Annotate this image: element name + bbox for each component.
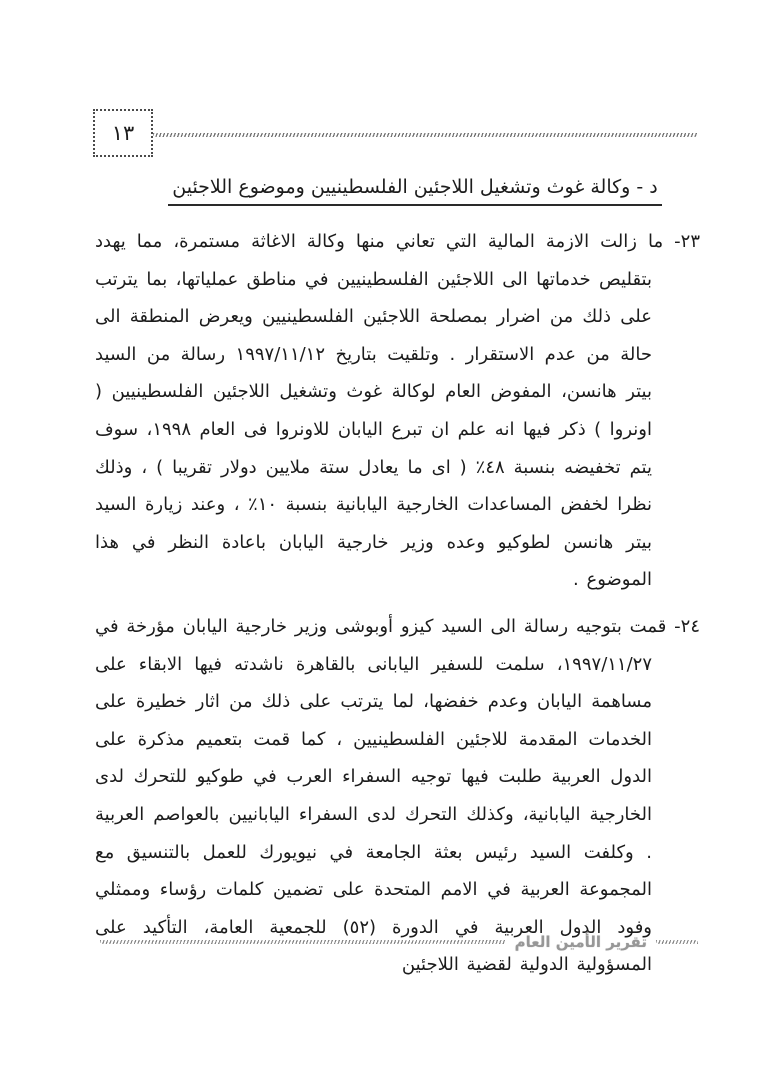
paragraph-23-text: ما زالت الازمة المالية التي تعاني منها وكالة الاغاثة مستمرة، مما يهدد بتقليص خدماتها الى اللاجئين الفلسطينيين في مناطق عملياتها، بما يترتب على ذلك من اضرار بمصلحة اللاجئين الفلسطينيين ويعرض المنطقة الى حالة من عدم الاستقرار . وتلقيت بتاريخ ١٩٩٧/١١/١٢ رسالة من السيد بيتر هانسن، المفوض العام لوكالة غوث وتشغيل اللاجئين الفلسطينيين ( اونروا ) ذكر فيها انه علم ان تبرع اليابان للاونروا فى العام ١٩٩٨، سوف يتم تخفيضه بنسبة ٤٨٪ ( اى ما يعادل ستة ملايين دولار تقريبا ) ، وذلك نظرا لخفض المساعدات الخارجية اليابانية بنسبة ١٠٪ ، وعند زيارة السيد بيتر هانسن لطوكيو وعده وزير خارجية اليابان باعادة النظر في هذا الموضوع . [95,231,664,591]
section-heading: د - وكالة غوث وتشغيل اللاجئين الفلسطينيين وموضوع اللاجئين [168,176,661,206]
page-number-box [93,109,153,157]
footer-dotted-rule-right [656,940,698,944]
header-dotted-rule [153,133,698,137]
footer-row [100,933,698,951]
footer-stamp-text: تقرير الأمين العام [514,933,647,951]
paragraph-24-text: قمت بتوجيه رسالة الى السيد كيزو أوبوشى وزير خارجية اليابان مؤرخة في ١٩٩٧/١١/٢٧، سلمت للسفير اليابانى بالقاهرة ناشدته فيها الابقاء على مساهمة اليابان وعدم خفضها، لما يترتب على ذلك من اثار خطيرة على الخدمات المقدمة للاجئين الفلسطينيين ، كما قمت بتعميم مذكرة على الدول العربية طلبت فيها توجيه السفراء العرب في طوكيو للتحرك لدى الخارجية اليابانية، وكذلك التحرك لدى السفراء اليابانيين بالعواصم العربية . وكلفت السيد رئيس بعثة الجامعة في نيويورك للعمل بالتنسيق مع المجموعة العربية في الامم المتحدة على تضمين كلمات رؤساء وممثلي وفود الدول العربية في الدورة (٥٢) للجمعية العامة، التأكيد على المسؤولية الدولية لقضية اللاجئين [95,615,667,976]
body-text [95,223,700,993]
footer-dotted-rule-left [100,940,506,944]
paragraph-24-number: ٢٤- [674,615,700,637]
paragraph-23-number: ٢٣- [674,231,700,252]
paragraph-24 [95,608,700,984]
heading-row [0,176,758,206]
paragraph-23 [95,223,700,599]
page-number: ١٣ [111,121,135,145]
